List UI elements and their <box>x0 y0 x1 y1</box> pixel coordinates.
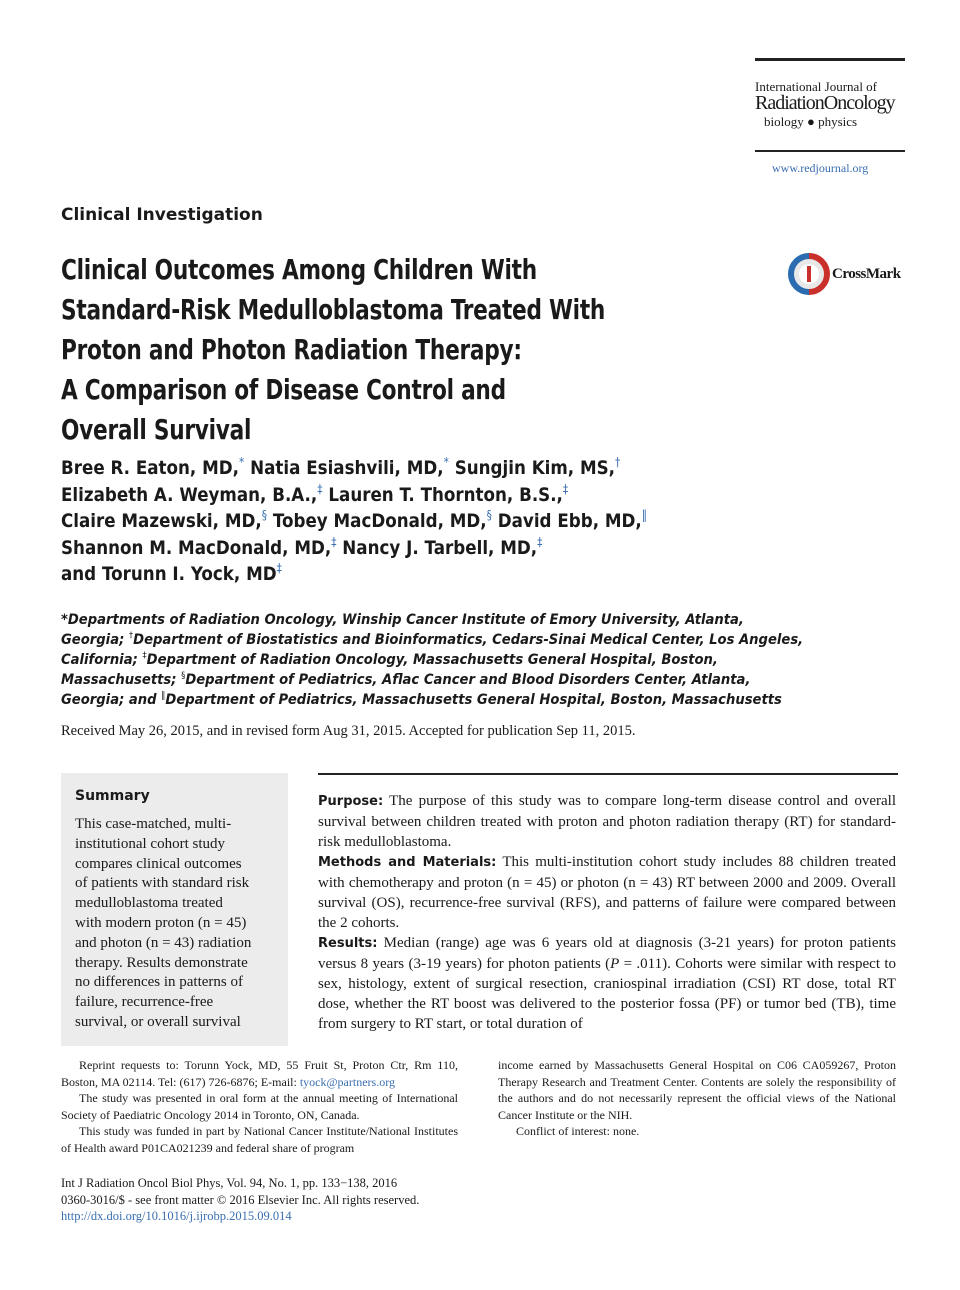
citation <box>61 1175 481 1225</box>
summary-line: This case-matched, multi- <box>75 816 232 832</box>
email-link[interactable]: tyock@partners.org <box>299 1074 395 1089</box>
affiliation-marker: § <box>181 671 186 681</box>
section-label: Clinical Investigation <box>61 205 263 225</box>
title-line: A Comparison of Disease Control and <box>61 373 506 406</box>
purpose-text: The purpose of this study was to compare long-term disease control and overall survival between children treated with proton and photon radiation therapy (RT) for standard-risk medulloblastoma. <box>318 793 896 850</box>
journal-url-link[interactable]: www.redjournal.org <box>772 161 869 175</box>
affiliation-text: California; <box>61 652 143 668</box>
affiliation-text: Department of Pediatrics, Massachusetts General Hospital, Boston, Massachusetts <box>165 692 782 708</box>
summary-text <box>75 815 275 1033</box>
affiliation-marker: ‡ <box>142 651 147 661</box>
author-name: Lauren T. Thornton, B.S., <box>328 483 563 506</box>
author-name: Elizabeth A. Weyman, B.A., <box>61 483 318 506</box>
title-line: Overall Survival <box>61 413 252 446</box>
conflict-footnote: Conflict of interest: none. <box>516 1124 640 1138</box>
author-name: Sungjin Kim, MS, <box>454 457 616 479</box>
affiliation-marker: ‡ <box>537 534 543 549</box>
summary-line: therapy. Results demonstrate <box>75 954 248 971</box>
affiliation-text: Department of Biostatistics and Bioinformatics, Cedars-Sinai Medical Center, Los Angeles, <box>133 632 804 648</box>
p-value-symbol: P <box>610 956 620 972</box>
abstract <box>318 791 896 1034</box>
affiliation-marker: ‡ <box>317 481 323 496</box>
affiliation-marker: ‡ <box>562 481 569 496</box>
affiliation-marker: † <box>615 455 621 469</box>
abstract-rule <box>318 773 898 775</box>
author-name: Shannon M. MacDonald, MD, <box>61 536 332 559</box>
author-name: David Ebb, MD, <box>497 510 642 532</box>
summary-line: no differences in patterns of <box>75 974 243 991</box>
footnotes-left <box>61 1057 458 1156</box>
reprint-footnote <box>61 1057 458 1090</box>
affiliation-marker: * <box>443 455 449 469</box>
author-name: Nancy J. Tarbell, MD, <box>342 536 538 559</box>
crossmark-icon[interactable] <box>788 253 830 295</box>
citation-line: Int J Radiation Oncol Biol Phys, Vol. 94, No. 1, pp. 133−138, 2016 <box>61 1176 398 1190</box>
author-name: and Torunn I. Yock, MD <box>61 563 277 585</box>
affiliation-marker: ‖ <box>641 508 648 522</box>
summary-title: Summary <box>75 788 150 804</box>
summary-line: medulloblastoma treated <box>75 895 223 912</box>
results-label: Results: <box>318 936 378 951</box>
summary-line: compares clinical outcomes <box>75 855 242 872</box>
summary-line: of patients with standard risk <box>75 875 250 892</box>
author-name: Claire Mazewski, MD, <box>61 510 262 532</box>
affiliation-marker: ‡ <box>276 561 282 575</box>
methods-text: This multi-institution cohort study includes 88 children treated with chemotherapy and proton (n = 45) or photon (n = 43) RT between 2000 and 2009. Overall survival (OS), recurrence-free survival (RFS), and patterns of failure were compared between the 2 cohorts. <box>318 854 896 931</box>
author-line <box>61 455 647 482</box>
doi-link[interactable]: http://dx.doi.org/10.1016/j.ijrobp.2015.09.014 <box>61 1209 292 1223</box>
affiliation-marker: § <box>486 508 492 522</box>
author-list <box>61 455 727 588</box>
presented-footnote: The study was presented in oral form at the annual meeting of International Society of Paediatric Oncology 2014 in Toronto, ON, Canada. <box>61 1091 458 1122</box>
title-line: Proton and Photon Radiation Therapy: <box>61 333 522 366</box>
affiliation-marker: ‖ <box>161 691 166 701</box>
affiliation-line <box>61 630 804 650</box>
funding-footnote-continued: income earned by Massachusetts General Hospital on C06 CA059267, Proton Therapy Research and Treatment Center. Contents are solely the responsibility of the authors and do not necessarily represent the official views of the National Cancer Institute or the NIH. <box>498 1058 896 1122</box>
affiliation-marker: § <box>261 508 267 522</box>
copyright-line: 0360-3016/$ - see front matter © 2016 Elsevier Inc. All rights reserved. <box>61 1192 420 1207</box>
results-text: = .011). Cohorts were similar with respect to sex, histology, extent of surgical resection, craniospinal irradiation (CSI) RT dose, total RT dose, whether the RT boost was delivered to the posterior fossa (PF) or tumor bed (TB), time from surgery to RT start, or total duration of <box>318 956 897 1032</box>
masthead-rule-bottom <box>755 150 905 152</box>
funding-footnote: This study was funded in part by National Cancer Institute/National Institutes of Health award P01CA021239 and federal share of program <box>61 1124 458 1155</box>
crossmark-label: CrossMark <box>832 266 901 282</box>
methods-label: Methods and Materials: <box>318 855 497 870</box>
affiliation-marker: ‡ <box>331 534 337 549</box>
reprint-text: Reprint requests to: Torunn Yock, MD, 55 Fruit St, Proton Ctr, Rm 110, Boston, MA 02114. Tel: (617) 726-6876; E-mail: <box>61 1058 458 1089</box>
affiliation-text: Georgia; and <box>61 692 162 708</box>
abstract-purpose <box>318 791 896 852</box>
title-line: Standard-Risk Medulloblastoma Treated With <box>61 293 606 326</box>
masthead-rule-top <box>755 58 905 61</box>
author-line <box>61 482 647 509</box>
affiliation-text: Department of Radiation Oncology, Massachusetts General Hospital, Boston, <box>146 652 718 668</box>
author-line <box>61 535 647 562</box>
summary-line: institutional cohort study <box>75 835 225 852</box>
author-name: Tobey MacDonald, MD, <box>272 510 487 532</box>
summary-line: failure, recurrence-free <box>75 994 214 1011</box>
affiliation-marker: * <box>238 455 245 469</box>
affiliation-text: Massachusetts; <box>61 672 182 688</box>
abstract-methods <box>318 852 896 933</box>
affiliation-line: *Departments of Radiation Oncology, Winship Cancer Institute of Emory University, Atlanta, <box>61 612 744 628</box>
article-title <box>61 250 761 450</box>
author-line <box>61 508 647 535</box>
results-text: Median (range) age was 6 years old at diagnosis (3-21 years) for proton patients versus 8 years (3-19 years) for photon patients ( <box>318 935 896 972</box>
affiliation-line <box>61 690 782 710</box>
affiliation-marker: † <box>128 631 134 641</box>
journal-name-line2: RadiationOncology <box>755 92 895 114</box>
journal-name-line1: International Journal of <box>755 79 878 94</box>
affiliation-line <box>61 670 751 690</box>
affiliation-text: Department of Pediatrics, Aflac Cancer and Blood Disorders Center, Atlanta, <box>185 672 751 688</box>
affiliation-text: Georgia; <box>61 632 129 648</box>
journal-name-line3: biology ● physics <box>764 114 858 129</box>
affiliation-line <box>61 650 738 670</box>
summary-line: survival, or overall survival <box>75 1013 241 1030</box>
author-name: Natia Esiashvili, MD, <box>250 457 444 479</box>
author-line <box>61 561 647 588</box>
author-name: Bree R. Eaton, MD, <box>61 457 239 479</box>
summary-line: with modern proton (n = 45) <box>75 914 247 931</box>
affiliations <box>61 610 804 710</box>
summary-line: and photon (n = 43) radiation <box>75 934 252 951</box>
purpose-label: Purpose: <box>318 794 384 809</box>
received-dates: Received May 26, 2015, and in revised form Aug 31, 2015. Accepted for publication Sep 11, 2015. <box>61 723 636 739</box>
abstract-results <box>318 933 896 1034</box>
title-line: Clinical Outcomes Among Children With <box>61 253 537 286</box>
footnotes-right <box>498 1057 896 1140</box>
